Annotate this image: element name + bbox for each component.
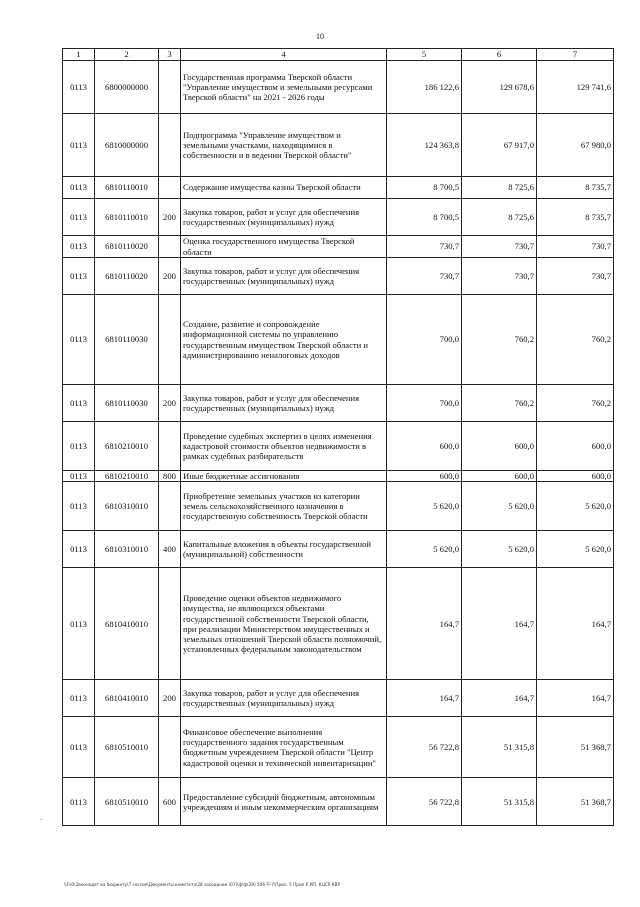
- amount-2025-cell: 164,7: [462, 568, 537, 680]
- column-header: 2: [95, 49, 159, 61]
- table-row: [63, 61, 614, 114]
- margin-mark: -: [40, 815, 43, 823]
- expense-type-cell: 200: [159, 385, 181, 422]
- column-header: 3: [159, 49, 181, 61]
- amount-2026-cell: 129 741,6: [537, 61, 614, 114]
- amount-2024-cell: 600,0: [387, 471, 462, 482]
- amount-2026-cell: 5 620,0: [537, 531, 614, 568]
- amount-2025-cell: 730,7: [462, 258, 537, 295]
- amount-2025-cell: 5 620,0: [462, 482, 537, 531]
- amount-2026-cell: 51 368,7: [537, 778, 614, 826]
- section-code-cell: 0113: [63, 258, 95, 295]
- expense-type-cell: [159, 568, 181, 680]
- amount-2025-cell: 730,7: [462, 236, 537, 258]
- column-header: 7: [537, 49, 614, 61]
- expense-type-cell: 200: [159, 258, 181, 295]
- target-article-cell: 6800000000: [95, 61, 159, 114]
- amount-2026-cell: 51 368,7: [537, 717, 614, 778]
- amount-2025-cell: 51 315,8: [462, 778, 537, 826]
- column-header: 4: [181, 49, 387, 61]
- expense-type-cell: 200: [159, 199, 181, 236]
- table-row: [63, 471, 614, 482]
- item-name-cell: Государственная программа Тверской области "Управление имуществом и земельными ресурсами Тверской области" на 2021 - 2026 годы: [181, 61, 387, 114]
- target-article-cell: 6810110020: [95, 258, 159, 295]
- page-number: 10: [316, 32, 324, 41]
- section-code-cell: 0113: [63, 717, 95, 778]
- table-row: [63, 114, 614, 177]
- amount-2025-cell: 8 725,6: [462, 177, 537, 199]
- section-code-cell: 0113: [63, 114, 95, 177]
- expense-type-cell: [159, 422, 181, 471]
- amount-2026-cell: 5 620,0: [537, 482, 614, 531]
- amount-2024-cell: 56 722,8: [387, 717, 462, 778]
- table-row: [63, 385, 614, 422]
- table-row: [63, 258, 614, 295]
- amount-2024-cell: 730,7: [387, 258, 462, 295]
- section-code-cell: 0113: [63, 61, 95, 114]
- item-name-cell: Приобретение земельных участков из категории земель сельскохозяйственного назначения в государственную собственность Тверской области: [181, 482, 387, 531]
- amount-2026-cell: 760,2: [537, 385, 614, 422]
- expense-type-cell: [159, 61, 181, 114]
- target-article-cell: 6810110030: [95, 385, 159, 422]
- item-name-cell: Оценка государственного имущества Тверской области: [181, 236, 387, 258]
- column-header: 5: [387, 49, 462, 61]
- table-row: [63, 717, 614, 778]
- item-name-cell: Предоставление субсидий бюджетным, автономным учреждениям и иным некоммерческим организациям: [181, 778, 387, 826]
- section-code-cell: 0113: [63, 199, 95, 236]
- target-article-cell: 6810110010: [95, 199, 159, 236]
- amount-2026-cell: 67 980,0: [537, 114, 614, 177]
- target-article-cell: 6810410010: [95, 680, 159, 717]
- table-header-row: [63, 49, 614, 61]
- amount-2026-cell: 730,7: [537, 236, 614, 258]
- expense-type-cell: [159, 236, 181, 258]
- amount-2025-cell: 600,0: [462, 422, 537, 471]
- item-name-cell: Создание, развитие и сопровождение информационной системы по управлению государственным имуществом Тверской области и администрированию неналоговых доходов: [181, 295, 387, 385]
- expense-type-cell: [159, 482, 181, 531]
- target-article-cell: 6810310010: [95, 531, 159, 568]
- item-name-cell: Проведение оценки объектов недвижимого имущества, не являющихся объектами государственной собственности Тверской области, при реализации Министерством имущественных и земельных отношений Тверской области полномочий, установленных федеральным законодательством: [181, 568, 387, 680]
- amount-2025-cell: 129 678,6: [462, 61, 537, 114]
- section-code-cell: 0113: [63, 471, 95, 482]
- section-code-cell: 0113: [63, 236, 95, 258]
- amount-2024-cell: 8 700,5: [387, 199, 462, 236]
- section-code-cell: 0113: [63, 680, 95, 717]
- amount-2026-cell: 730,7: [537, 258, 614, 295]
- item-name-cell: Закупка товаров, работ и услуг для обеспечения государственных (муниципальных) нужд: [181, 258, 387, 295]
- amount-2024-cell: 164,7: [387, 680, 462, 717]
- item-name-cell: Иные бюджетные ассигнования: [181, 471, 387, 482]
- amount-2025-cell: 164,7: [462, 680, 537, 717]
- amount-2025-cell: 600,0: [462, 471, 537, 482]
- expense-type-cell: [159, 295, 181, 385]
- amount-2024-cell: 5 620,0: [387, 531, 462, 568]
- item-name-cell: Закупка товаров, работ и услуг для обеспечения государственных (муниципальных) нужд: [181, 199, 387, 236]
- amount-2026-cell: 164,7: [537, 568, 614, 680]
- section-code-cell: 0113: [63, 778, 95, 826]
- budget-table: [62, 48, 614, 826]
- target-article-cell: 6810510010: [95, 717, 159, 778]
- amount-2024-cell: 164,7: [387, 568, 462, 680]
- table-row: [63, 295, 614, 385]
- table-row: [63, 778, 614, 826]
- footer-file-path: \\Fs0\Законодат ка бюджету\7 сессия\Документы комитета\28 заседание (07)\ф\ф(28) 506-П-7\Прил. 5 Прил 6 ИП, КЦСР,КВР: [64, 882, 341, 887]
- amount-2024-cell: 700,0: [387, 385, 462, 422]
- section-code-cell: 0113: [63, 568, 95, 680]
- target-article-cell: 6810410010: [95, 568, 159, 680]
- expense-type-cell: 600: [159, 778, 181, 826]
- amount-2026-cell: 760,2: [537, 295, 614, 385]
- amount-2025-cell: 760,2: [462, 385, 537, 422]
- section-code-cell: 0113: [63, 177, 95, 199]
- amount-2024-cell: 186 122,6: [387, 61, 462, 114]
- item-name-cell: Капитальные вложения в объекты государственной (муниципальной) собственности: [181, 531, 387, 568]
- amount-2024-cell: 700,0: [387, 295, 462, 385]
- amount-2024-cell: 56 722,8: [387, 778, 462, 826]
- amount-2024-cell: 8 700,5: [387, 177, 462, 199]
- table-row: [63, 568, 614, 680]
- target-article-cell: 6810110030: [95, 295, 159, 385]
- item-name-cell: Закупка товаров, работ и услуг для обеспечения государственных (муниципальных) нужд: [181, 385, 387, 422]
- expense-type-cell: [159, 717, 181, 778]
- expense-type-cell: 200: [159, 680, 181, 717]
- table-row: [63, 236, 614, 258]
- section-code-cell: 0113: [63, 531, 95, 568]
- target-article-cell: 6810210010: [95, 471, 159, 482]
- expense-type-cell: [159, 177, 181, 199]
- item-name-cell: Проведение судебных экспертиз в целях изменения кадастровой стоимости объектов недвижимости в рамках судебных разбирательств: [181, 422, 387, 471]
- target-article-cell: 6810000000: [95, 114, 159, 177]
- section-code-cell: 0113: [63, 385, 95, 422]
- amount-2024-cell: 5 620,0: [387, 482, 462, 531]
- amount-2024-cell: 730,7: [387, 236, 462, 258]
- table-row: [63, 422, 614, 471]
- amount-2026-cell: 164,7: [537, 680, 614, 717]
- expense-type-cell: 400: [159, 531, 181, 568]
- amount-2026-cell: 8 735,7: [537, 177, 614, 199]
- amount-2026-cell: 8 735,7: [537, 199, 614, 236]
- target-article-cell: 6810110010: [95, 177, 159, 199]
- table-row: [63, 531, 614, 568]
- amount-2024-cell: 124 363,8: [387, 114, 462, 177]
- section-code-cell: 0113: [63, 422, 95, 471]
- table-row: [63, 680, 614, 717]
- column-header: 6: [462, 49, 537, 61]
- target-article-cell: 6810510010: [95, 778, 159, 826]
- expense-type-cell: 800: [159, 471, 181, 482]
- item-name-cell: Подпрограмма "Управление имуществом и земельными участками, находящимися в собственности и в ведении Тверской области": [181, 114, 387, 177]
- amount-2025-cell: 8 725,6: [462, 199, 537, 236]
- section-code-cell: 0113: [63, 295, 95, 385]
- amount-2025-cell: 5 620,0: [462, 531, 537, 568]
- item-name-cell: Финансовое обеспечение выполнения государственного задания государственным бюджетным учреждением Тверской области "Центр кадастровой оценки и технической инвентаризации": [181, 717, 387, 778]
- item-name-cell: Содержание имущества казны Тверской области: [181, 177, 387, 199]
- target-article-cell: 6810110020: [95, 236, 159, 258]
- amount-2025-cell: 760,2: [462, 295, 537, 385]
- expense-type-cell: [159, 114, 181, 177]
- amount-2026-cell: 600,0: [537, 422, 614, 471]
- table-row: [63, 199, 614, 236]
- table-row: [63, 177, 614, 199]
- item-name-cell: Закупка товаров, работ и услуг для обеспечения государственных (муниципальных) нужд: [181, 680, 387, 717]
- target-article-cell: 6810310010: [95, 482, 159, 531]
- amount-2026-cell: 600,0: [537, 471, 614, 482]
- target-article-cell: 6810210010: [95, 422, 159, 471]
- amount-2025-cell: 67 917,0: [462, 114, 537, 177]
- amount-2024-cell: 600,0: [387, 422, 462, 471]
- section-code-cell: 0113: [63, 482, 95, 531]
- column-header: 1: [63, 49, 95, 61]
- amount-2025-cell: 51 315,8: [462, 717, 537, 778]
- table-row: [63, 482, 614, 531]
